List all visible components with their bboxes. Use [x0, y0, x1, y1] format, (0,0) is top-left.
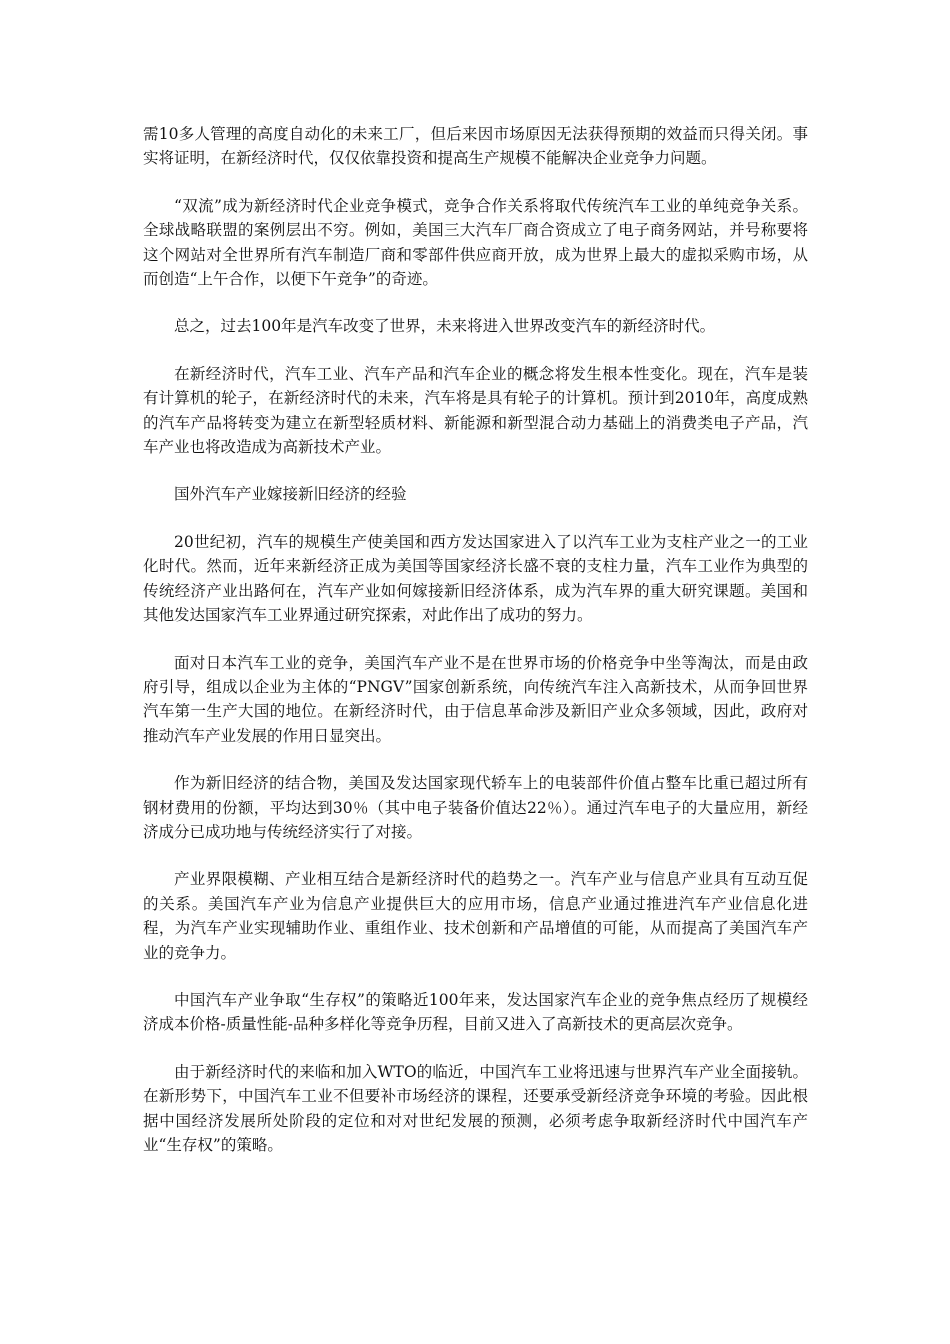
- paragraph-pngv: 面对日本汽车工业的竞争，美国汽车产业不是在世界市场的价格竞争中坐等淘汰，而是由政府引导，组成以企业为主体的“PNGV”国家创新系统，向传统汽车注入高新技术，从而争回世界汽车第一生产大国的地位。在新经济时代，由于信息革命涉及新旧产业众多领域，因此，政府对推动汽车产业发展的作用日显突出。: [143, 653, 808, 745]
- paragraph-industry-convergence: 产业界限模糊、产业相互结合是新经济时代的趋势之一。汽车产业与信息产业具有互动互促的关系。美国汽车产业为信息产业提供巨大的应用市场，信息产业通过推进汽车产业信息化进程，为汽车产业实现辅助作业、重组作业、技术创新和产品增值的可能，从而提高了美国汽车产业的竞争力。: [143, 870, 808, 962]
- paragraph-20th-century: 20世纪初，汽车的规模生产使美国和西方发达国家进入了以汽车工业为支柱产业之一的工业化时代。然而，近年来新经济正成为美国等国家经济长盛不衰的支柱力量，汽车工业作为典型的传统经济产业出路何在，汽车产业如何嫁接新旧经济体系，成为汽车界的重大研究课题。美国和其他发达国家汽车工业界通过研究探索，对此作出了成功的努力。: [143, 532, 808, 625]
- paragraph-continued: 需10多人管理的高度自动化的未来工厂，但后来因市场原因无法获得预期的效益而只得关闭。事实将证明，在新经济时代，仅仅依靠投资和提高生产规模不能解决企业竞争力问题。: [143, 125, 808, 168]
- paragraph-dual-flow-competition: “双流”成为新经济时代企业竞争模式，竞争合作关系将取代传统汽车工业的单纯竞争关系。全球战略联盟的案例层出不穷。例如，美国三大汽车厂商合资成立了电子商务网站，并号称要将这个网站对全世界所有汽车制造厂商和零部件供应商开放，成为世界上最大的虚拟采购市场，从而创造“上午合作，以便下午竞争”的奇迹。: [143, 196, 808, 289]
- paragraph-survival-strategy: 中国汽车产业争取“生存权”的策略近100年来，发达国家汽车企业的竞争焦点经历了规模经济成本价格-质量性能-品种多样化等竞争历程，目前又进入了高新技术的更高层次竞争。: [143, 990, 808, 1034]
- paragraph-summary: 总之，过去100年是汽车改变了世界，未来将进入世界改变汽车的新经济时代。: [174, 317, 716, 336]
- section-heading: 国外汽车产业嫁接新旧经济的经验: [174, 485, 407, 504]
- paragraph-wto: 由于新经济时代的来临和加入WTO的临近，中国汽车工业将迅速与世界汽车产业全面接轨。在新形势下，中国汽车工业不但要补市场经济的课程，还要承受新经济竞争环境的考验。因此根据中国经济发展所处阶段的定位和对对世纪发展的预测，必须考虑争取新经济时代中国汽车产业“生存权”的策略。: [143, 1062, 808, 1154]
- document-body: [143, 122, 808, 1180]
- paragraph-new-economy-concepts: 在新经济时代，汽车工业、汽车产品和汽车企业的概念将发生根本性变化。现在，汽车是装有计算机的轮子，在新经济时代的未来，汽车将是具有轮子的计算机。预计到2010年，高度成熟的汽车产品将转变为建立在新型轻质材料、新能源和新型混合动力基础上的消费类电子产品，汽车产业也将改造成为高新技术产业。: [143, 364, 808, 457]
- paragraph-electronics-share: 作为新旧经济的结合物，美国及发达国家现代轿车上的电装部件价值占整车比重已超过所有钢材费用的份额，平均达到30％（其中电子装备价值达22％）。通过汽车电子的大量应用，新经济成分已成功地与传统经济实行了对接。: [143, 774, 808, 841]
